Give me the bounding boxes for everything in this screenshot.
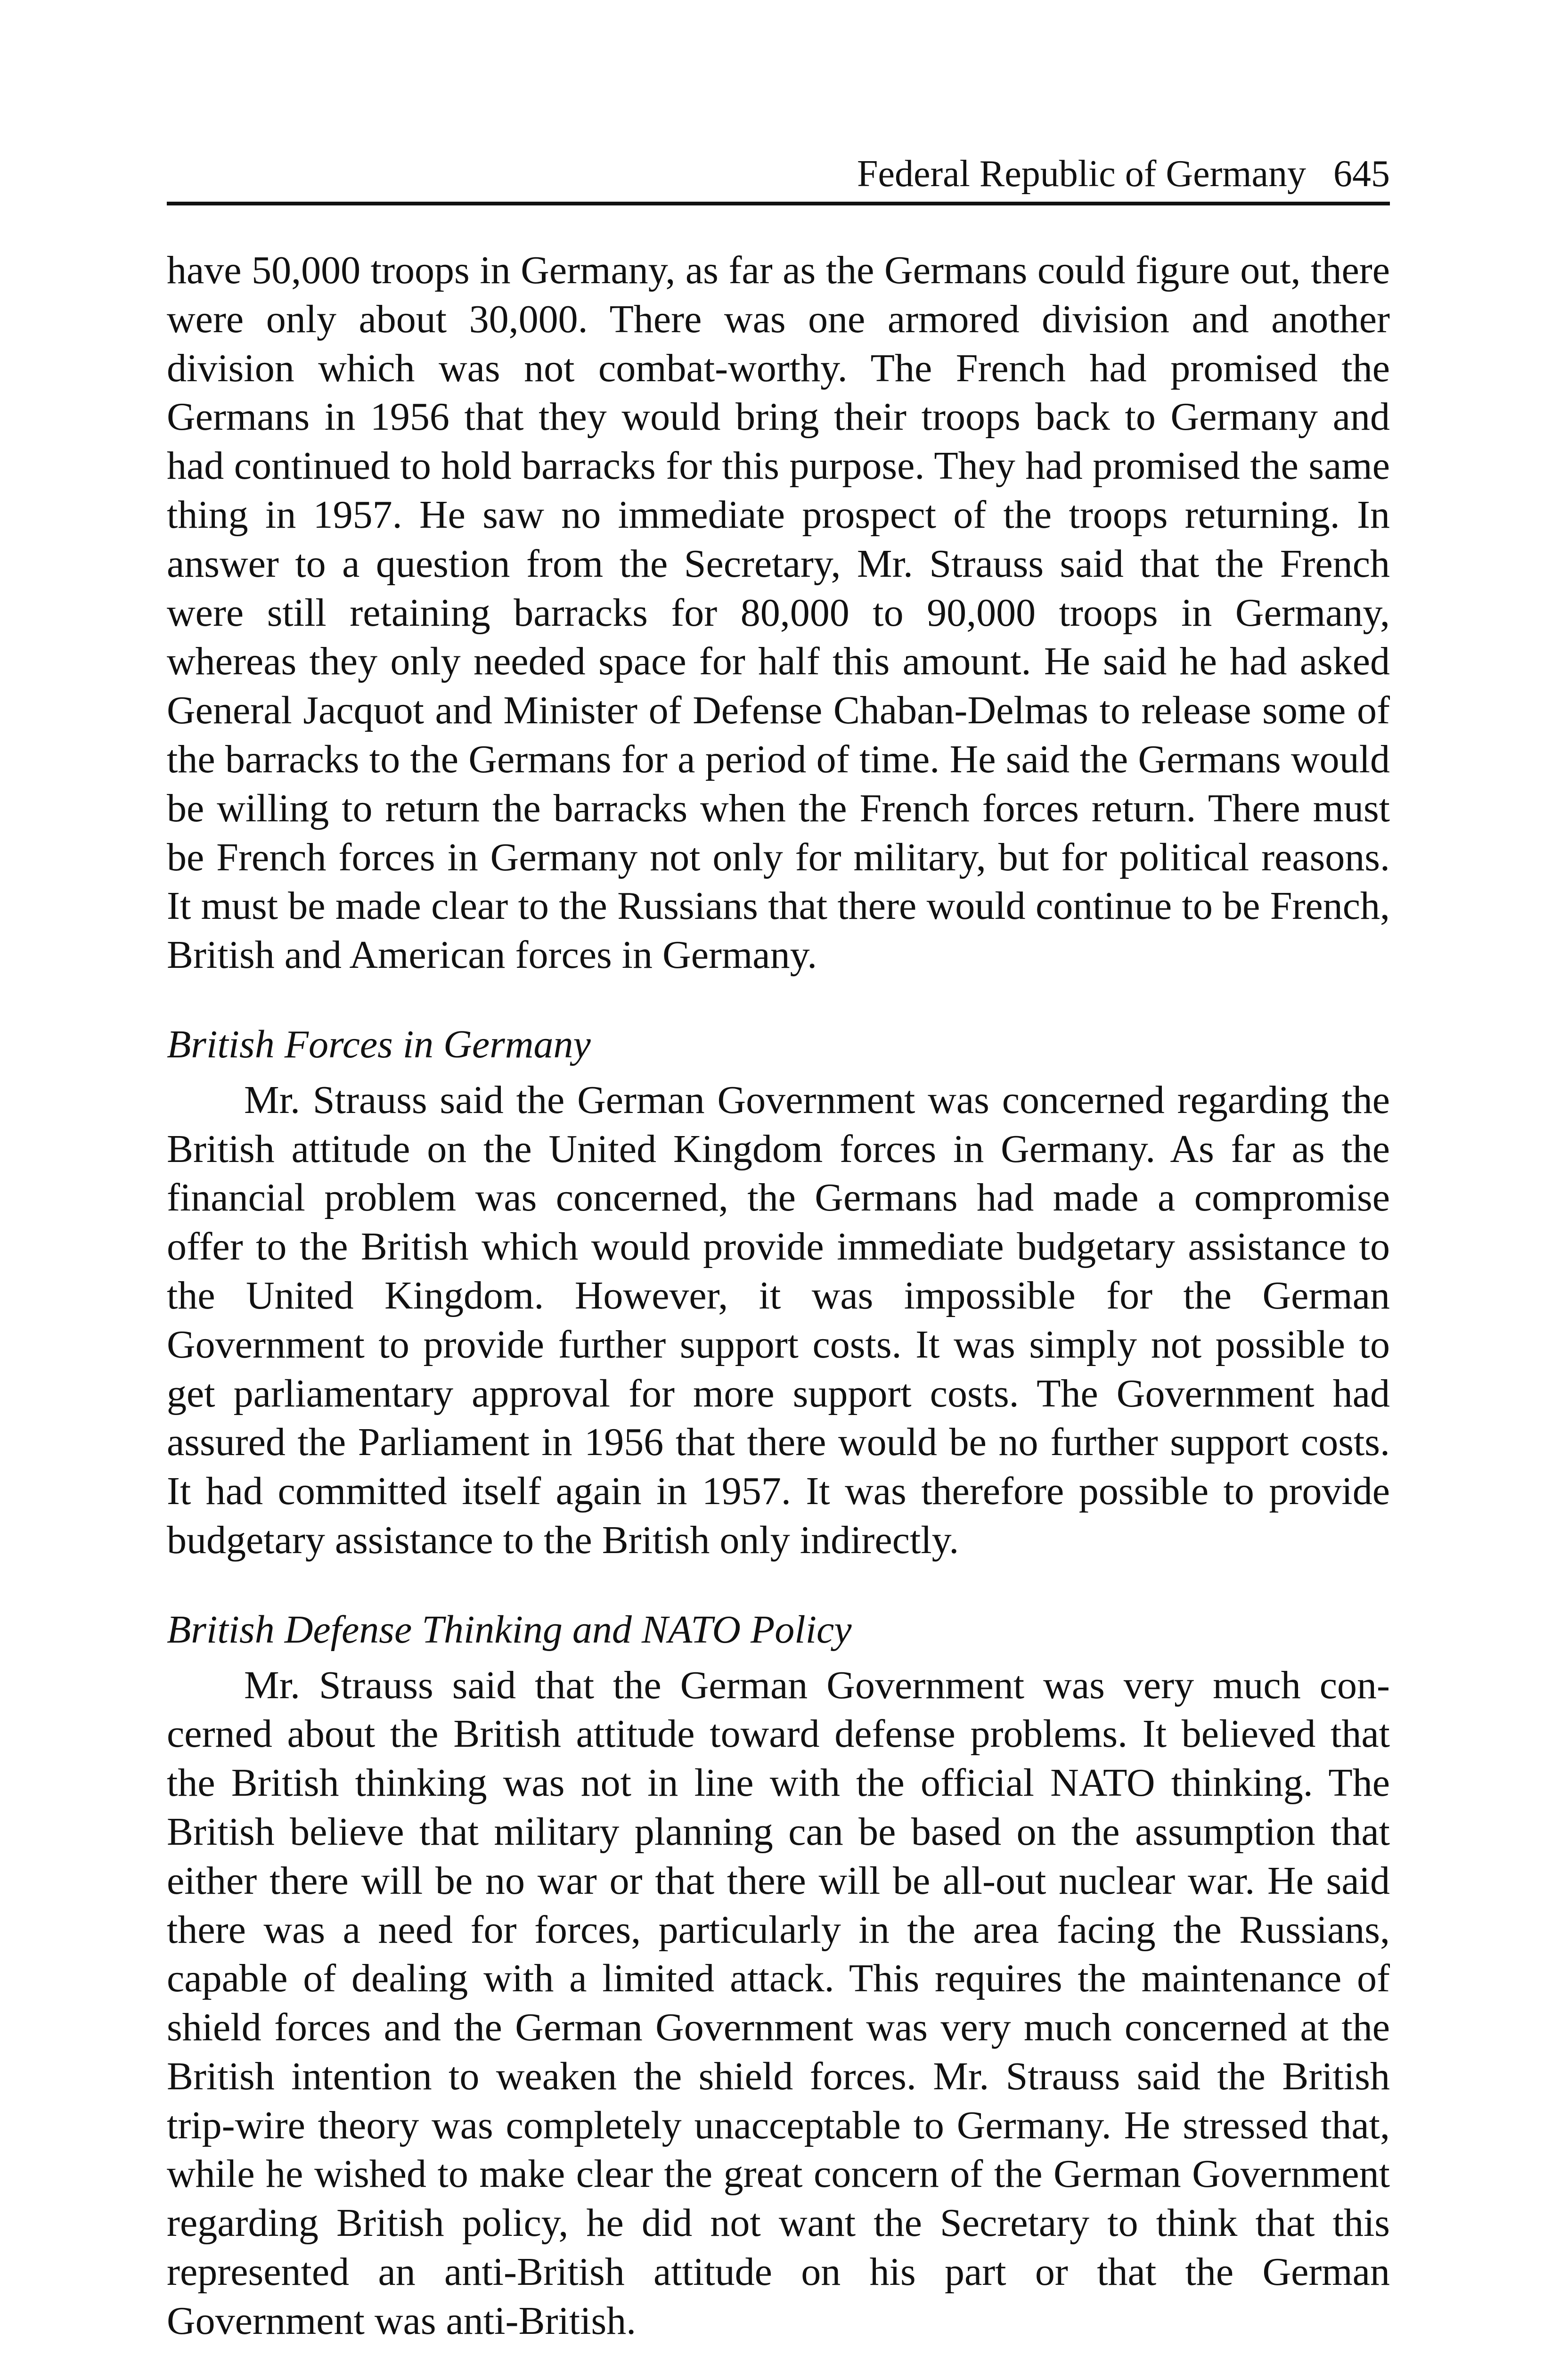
running-title: Federal Republic of Germany xyxy=(857,153,1306,195)
section-heading-british-forces: British Forces in Germany xyxy=(167,1022,591,1066)
page-number: 645 xyxy=(1333,153,1390,195)
section-heading-british-defense: British Defense Thinking and NATO Policy xyxy=(167,1607,852,1652)
body-text xyxy=(167,246,1390,2346)
paragraph-continued: have 50,000 troops in Germany, as far as the Germans could figure out, there were only about 30,000. There was one armored division and another division which was not combat-worthy. The French had promised the Germans in 1956 that they would bring their troops back to Germany and had continued to hold barracks for this purpose. They had promised the same thing in 1957. He saw no immediate prospect of the troops returning. In answer to a question from the Secretary, Mr. Strauss said that the French were still retaining barracks for 80,000 to 90,000 troops in Germany, whereas they only needed space for half this amount. He said he had asked General Jacquot and Minister of Defense Chaban-Delmas to release some of the barracks to the Germans for a period of time. He said the Germans would be willing to return the barracks when the French forces return. There must be French forces in Germany not only for military, but for political reasons. It must be made clear to the Russians that there would continue to be French, British and American forces in Germany. xyxy=(167,248,1390,977)
paragraph-british-defense: Mr. Strauss said that the German Government was very much concerned about the British attitude toward defense problems. It believed that the British thinking was not in line with the official NATO thinking. The British believe that military planning can be based on the assumption that either there will be no war or that there will be all-out nuclear war. He said there was a need for forces, particularly in the area facing the Russians, capable of dealing with a limited attack. This requires the maintenance of shield forces and the German Government was very much concerned at the British intention to weaken the shield forces. Mr. Strauss said the British trip-wire theory was completely unacceptable to Germany. He stressed that, while he wished to make clear the great concern of the German Government regarding British policy, he did not want the Secretary to think that this represented an anti-British attitude on his part or that the German Government was anti-British. xyxy=(167,1663,1390,2343)
paragraph-british-forces: Mr. Strauss said the German Government was concerned regarding the British attitude on the United Kingdom forces in Germany. As far as the financial problem was concerned, the Germans had made a compromise offer to the British which would provide immediate budgetary assistance to the United Kingdom. However, it was impossible for the German Government to provide further support costs. It was simply not possible to get parliamentary approval for more support costs. The Government had assured the Parliament in 1956 that there would be no further support costs. It had committed itself again in 1957. It was therefore possible to provide budgetary assistance to the British only indirectly. xyxy=(167,1078,1390,1562)
header-rule xyxy=(167,202,1390,205)
running-head xyxy=(167,146,1390,202)
